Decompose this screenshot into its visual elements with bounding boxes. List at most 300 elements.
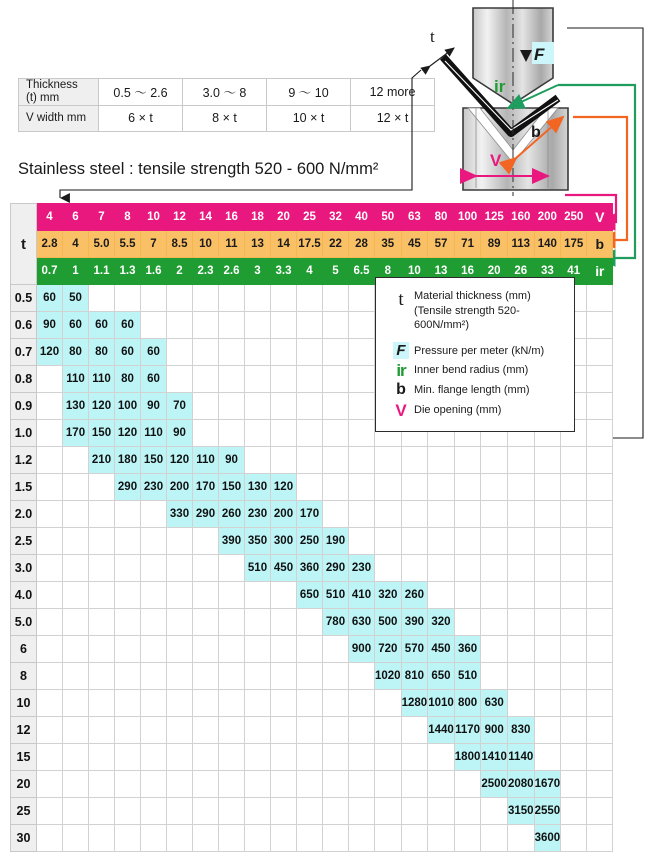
legend-item-F bbox=[388, 342, 564, 360]
cell-17-13 bbox=[375, 744, 402, 771]
legend-text-t-line2: (Tensile strength 520-600N/mm²) bbox=[414, 304, 520, 332]
cell-12-19 bbox=[534, 609, 561, 636]
cell-14-10 bbox=[297, 663, 323, 690]
header-b-17: 89 bbox=[481, 231, 508, 258]
v-width-reference-table bbox=[18, 78, 435, 132]
cell-11-11: 510 bbox=[323, 582, 349, 609]
F-symbol: F bbox=[393, 342, 408, 359]
cell-13-20 bbox=[561, 636, 587, 663]
cell-3-11 bbox=[323, 366, 349, 393]
row-label-15: 10 bbox=[11, 690, 37, 717]
cell-14-18 bbox=[507, 663, 534, 690]
cell-5-9 bbox=[271, 420, 297, 447]
cell-16-10 bbox=[297, 717, 323, 744]
cell-15-10 bbox=[297, 690, 323, 717]
cell-12-4 bbox=[141, 609, 167, 636]
cell-5-7 bbox=[219, 420, 245, 447]
cell-3-3: 80 bbox=[115, 366, 141, 393]
cell-16-11 bbox=[323, 717, 349, 744]
header-V-17: 125 bbox=[481, 204, 508, 231]
thickness-header-line2: (t) mm bbox=[26, 91, 60, 104]
cell-20-20 bbox=[561, 825, 587, 852]
header-b-8: 13 bbox=[245, 231, 271, 258]
cell-9-19 bbox=[534, 528, 561, 555]
row-label-19: 25 bbox=[11, 798, 37, 825]
cell-5-2: 150 bbox=[89, 420, 115, 447]
cell-9-11: 190 bbox=[323, 528, 349, 555]
header-V-7: 16 bbox=[219, 204, 245, 231]
table-row bbox=[11, 528, 613, 555]
cell-13-2 bbox=[89, 636, 115, 663]
cell-16-17: 900 bbox=[481, 717, 508, 744]
diagram-label-t: t bbox=[430, 27, 435, 46]
cell-0-7 bbox=[219, 285, 245, 312]
cell-17-19 bbox=[534, 744, 561, 771]
legend-text-t bbox=[414, 287, 564, 333]
legend-text-V: Die opening (mm) bbox=[414, 403, 502, 416]
header-V-11: 32 bbox=[323, 204, 349, 231]
header-b-11: 22 bbox=[323, 231, 349, 258]
cell-6-5: 120 bbox=[167, 447, 193, 474]
cell-5-5: 90 bbox=[167, 420, 193, 447]
vwidth-value-3: 12 × t bbox=[351, 105, 435, 131]
row-label-5: 1.0 bbox=[11, 420, 37, 447]
t-symbol: t bbox=[398, 289, 404, 310]
header-b-20: 175 bbox=[561, 231, 587, 258]
cell-17-10 bbox=[297, 744, 323, 771]
cell-10-3 bbox=[115, 555, 141, 582]
cell-0-3 bbox=[115, 285, 141, 312]
cell-20-0 bbox=[37, 825, 63, 852]
cell-18-5 bbox=[167, 771, 193, 798]
legend-spacer bbox=[388, 334, 564, 342]
cell-4-10 bbox=[297, 393, 323, 420]
cell-10-1 bbox=[63, 555, 89, 582]
table-row bbox=[19, 105, 435, 131]
cell-1-3: 60 bbox=[115, 312, 141, 339]
cell-15-7 bbox=[219, 690, 245, 717]
cell-15-4 bbox=[141, 690, 167, 717]
cell-2-11 bbox=[323, 339, 349, 366]
diagram-label-V: V bbox=[490, 151, 502, 170]
header-b-7: 11 bbox=[219, 231, 245, 258]
cell-17-16: 1800 bbox=[454, 744, 481, 771]
cell-5-10 bbox=[297, 420, 323, 447]
row-pad-9 bbox=[587, 528, 613, 555]
cell-17-8 bbox=[245, 744, 271, 771]
cell-12-13: 500 bbox=[375, 609, 402, 636]
cell-7-5: 200 bbox=[167, 474, 193, 501]
cell-8-5: 330 bbox=[167, 501, 193, 528]
symbol-cell-ir: ir bbox=[587, 258, 613, 285]
cell-16-16: 1170 bbox=[454, 717, 481, 744]
cell-10-7 bbox=[219, 555, 245, 582]
row-label-3: 0.8 bbox=[11, 366, 37, 393]
cell-8-4 bbox=[141, 501, 167, 528]
v-bending-diagram bbox=[408, 0, 650, 200]
cell-14-11 bbox=[323, 663, 349, 690]
matrix-header-row-V bbox=[11, 204, 613, 231]
cell-7-20 bbox=[561, 474, 587, 501]
header-V-0: 4 bbox=[37, 204, 63, 231]
header-ir-6: 2.3 bbox=[193, 258, 219, 285]
cell-10-14 bbox=[401, 555, 428, 582]
legend-item-t bbox=[388, 287, 564, 333]
cell-5-0 bbox=[37, 420, 63, 447]
cell-13-5 bbox=[167, 636, 193, 663]
header-V-14: 63 bbox=[401, 204, 428, 231]
cell-9-3 bbox=[115, 528, 141, 555]
cell-6-17 bbox=[481, 447, 508, 474]
cell-9-1 bbox=[63, 528, 89, 555]
cell-6-9 bbox=[271, 447, 297, 474]
cell-0-2 bbox=[89, 285, 115, 312]
row-pad-19 bbox=[587, 798, 613, 825]
row-pad-0 bbox=[587, 285, 613, 312]
header-b-6: 10 bbox=[193, 231, 219, 258]
cell-13-17 bbox=[481, 636, 508, 663]
cell-9-16 bbox=[454, 528, 481, 555]
cell-19-4 bbox=[141, 798, 167, 825]
cell-8-6: 290 bbox=[193, 501, 219, 528]
cell-15-8 bbox=[245, 690, 271, 717]
cell-16-12 bbox=[349, 717, 375, 744]
cell-16-19 bbox=[534, 717, 561, 744]
cell-16-5 bbox=[167, 717, 193, 744]
F-symbol-wrap bbox=[388, 342, 414, 360]
cell-18-7 bbox=[219, 771, 245, 798]
cell-18-11 bbox=[323, 771, 349, 798]
thickness-range-3: 12 more bbox=[351, 79, 435, 106]
row-label-13: 6 bbox=[11, 636, 37, 663]
cell-18-9 bbox=[271, 771, 297, 798]
cell-2-10 bbox=[297, 339, 323, 366]
cell-1-4 bbox=[141, 312, 167, 339]
cell-14-14: 810 bbox=[401, 663, 428, 690]
cell-16-3 bbox=[115, 717, 141, 744]
header-b-0: 2.8 bbox=[37, 231, 63, 258]
cell-8-19 bbox=[534, 501, 561, 528]
cell-8-3 bbox=[115, 501, 141, 528]
cell-19-20 bbox=[561, 798, 587, 825]
cell-12-6 bbox=[193, 609, 219, 636]
cell-9-18 bbox=[507, 528, 534, 555]
cell-20-12 bbox=[349, 825, 375, 852]
cell-17-0 bbox=[37, 744, 63, 771]
cell-18-3 bbox=[115, 771, 141, 798]
cell-14-6 bbox=[193, 663, 219, 690]
thickness-header-line1: Thickness bbox=[26, 79, 78, 91]
row-label-4: 0.9 bbox=[11, 393, 37, 420]
cell-8-16 bbox=[454, 501, 481, 528]
cell-12-9 bbox=[271, 609, 297, 636]
cell-3-2: 110 bbox=[89, 366, 115, 393]
cell-6-16 bbox=[454, 447, 481, 474]
cell-17-20 bbox=[561, 744, 587, 771]
cell-10-13 bbox=[375, 555, 402, 582]
cell-6-14 bbox=[401, 447, 428, 474]
cell-15-9 bbox=[271, 690, 297, 717]
cell-0-6 bbox=[193, 285, 219, 312]
cell-7-17 bbox=[481, 474, 508, 501]
cell-15-6 bbox=[193, 690, 219, 717]
header-b-1: 4 bbox=[63, 231, 89, 258]
cell-11-16 bbox=[454, 582, 481, 609]
cell-13-19 bbox=[534, 636, 561, 663]
cell-15-0 bbox=[37, 690, 63, 717]
vwidth-value-1: 8 × t bbox=[183, 105, 267, 131]
legend-text-ir: Inner bend radius (mm) bbox=[414, 363, 529, 376]
cell-13-3 bbox=[115, 636, 141, 663]
table-row bbox=[11, 717, 613, 744]
cell-10-8: 510 bbox=[245, 555, 271, 582]
cell-11-8 bbox=[245, 582, 271, 609]
cell-7-16 bbox=[454, 474, 481, 501]
cell-6-7: 90 bbox=[219, 447, 245, 474]
b-symbol: b bbox=[396, 381, 406, 399]
cell-6-0 bbox=[37, 447, 63, 474]
cell-11-19 bbox=[534, 582, 561, 609]
cell-3-9 bbox=[271, 366, 297, 393]
cell-4-6 bbox=[193, 393, 219, 420]
header-ir-12: 6.5 bbox=[349, 258, 375, 285]
legend-item-V bbox=[388, 401, 564, 421]
header-b-14: 45 bbox=[401, 231, 428, 258]
cell-7-12 bbox=[349, 474, 375, 501]
cell-10-15 bbox=[428, 555, 455, 582]
row-pad-6 bbox=[587, 447, 613, 474]
cell-19-11 bbox=[323, 798, 349, 825]
row-pad-10 bbox=[587, 555, 613, 582]
cell-17-14 bbox=[401, 744, 428, 771]
cell-12-7 bbox=[219, 609, 245, 636]
cell-7-19 bbox=[534, 474, 561, 501]
cell-11-20 bbox=[561, 582, 587, 609]
cell-18-14 bbox=[401, 771, 428, 798]
cell-6-19 bbox=[534, 447, 561, 474]
cell-17-15 bbox=[428, 744, 455, 771]
cell-16-0 bbox=[37, 717, 63, 744]
cell-20-4 bbox=[141, 825, 167, 852]
cell-8-2 bbox=[89, 501, 115, 528]
cell-18-1 bbox=[63, 771, 89, 798]
cell-15-15: 1010 bbox=[428, 690, 455, 717]
ir-symbol: ir bbox=[396, 360, 406, 380]
cell-10-5 bbox=[167, 555, 193, 582]
cell-15-13 bbox=[375, 690, 402, 717]
row-label-10: 3.0 bbox=[11, 555, 37, 582]
cell-13-15: 450 bbox=[428, 636, 455, 663]
row-label-8: 2.0 bbox=[11, 501, 37, 528]
cell-18-2 bbox=[89, 771, 115, 798]
symbol-cell-V: V bbox=[587, 204, 613, 231]
header-ir-4: 1.6 bbox=[141, 258, 167, 285]
cell-10-10: 360 bbox=[297, 555, 323, 582]
cell-18-12 bbox=[349, 771, 375, 798]
cell-11-12: 410 bbox=[349, 582, 375, 609]
header-V-16: 100 bbox=[454, 204, 481, 231]
cell-10-12: 230 bbox=[349, 555, 375, 582]
cell-11-5 bbox=[167, 582, 193, 609]
cell-11-13: 320 bbox=[375, 582, 402, 609]
cell-1-11 bbox=[323, 312, 349, 339]
cell-3-0 bbox=[37, 366, 63, 393]
cell-0-9 bbox=[271, 285, 297, 312]
cell-6-11 bbox=[323, 447, 349, 474]
cell-7-9: 120 bbox=[271, 474, 297, 501]
cell-7-10 bbox=[297, 474, 323, 501]
cell-15-2 bbox=[89, 690, 115, 717]
header-b-4: 7 bbox=[141, 231, 167, 258]
row-pad-18 bbox=[587, 771, 613, 798]
cell-8-18 bbox=[507, 501, 534, 528]
row-pad-13 bbox=[587, 636, 613, 663]
cell-8-10: 170 bbox=[297, 501, 323, 528]
cell-0-10 bbox=[297, 285, 323, 312]
cell-9-10: 250 bbox=[297, 528, 323, 555]
cell-19-15 bbox=[428, 798, 455, 825]
cell-16-8 bbox=[245, 717, 271, 744]
cell-20-13 bbox=[375, 825, 402, 852]
header-ir-14: 10 bbox=[401, 258, 428, 285]
cell-16-18: 830 bbox=[507, 717, 534, 744]
cell-0-0: 60 bbox=[37, 285, 63, 312]
cell-14-3 bbox=[115, 663, 141, 690]
cell-9-15 bbox=[428, 528, 455, 555]
header-ir-8: 3 bbox=[245, 258, 271, 285]
cell-1-7 bbox=[219, 312, 245, 339]
header-ir-0: 0.7 bbox=[37, 258, 63, 285]
cell-7-6: 170 bbox=[193, 474, 219, 501]
cell-20-7 bbox=[219, 825, 245, 852]
header-V-20: 250 bbox=[561, 204, 587, 231]
cell-18-8 bbox=[245, 771, 271, 798]
cell-5-8 bbox=[245, 420, 271, 447]
cell-12-3 bbox=[115, 609, 141, 636]
cell-1-8 bbox=[245, 312, 271, 339]
cell-14-19 bbox=[534, 663, 561, 690]
cell-9-2 bbox=[89, 528, 115, 555]
legend-text-F: Pressure per meter (kN/m) bbox=[414, 344, 545, 357]
cell-14-1 bbox=[63, 663, 89, 690]
cell-9-20 bbox=[561, 528, 587, 555]
cell-17-5 bbox=[167, 744, 193, 771]
cell-10-11: 290 bbox=[323, 555, 349, 582]
thickness-range-1: 3.0 ～ 8 bbox=[183, 79, 267, 106]
row-label-11: 4.0 bbox=[11, 582, 37, 609]
cell-17-12 bbox=[349, 744, 375, 771]
cell-6-15 bbox=[428, 447, 455, 474]
legend-text-b: Min. flange length (mm) bbox=[414, 384, 530, 397]
cell-2-12 bbox=[349, 339, 375, 366]
cell-6-20 bbox=[561, 447, 587, 474]
thickness-header-cell bbox=[19, 79, 99, 106]
cell-9-13 bbox=[375, 528, 402, 555]
cell-5-6 bbox=[193, 420, 219, 447]
cell-0-8 bbox=[245, 285, 271, 312]
cell-16-6 bbox=[193, 717, 219, 744]
row-label-7: 1.5 bbox=[11, 474, 37, 501]
cell-15-17: 630 bbox=[481, 690, 508, 717]
cell-14-20 bbox=[561, 663, 587, 690]
row-label-17: 15 bbox=[11, 744, 37, 771]
cell-19-8 bbox=[245, 798, 271, 825]
cell-6-8 bbox=[245, 447, 271, 474]
cell-16-7 bbox=[219, 717, 245, 744]
cell-18-0 bbox=[37, 771, 63, 798]
vwidth-value-2: 10 × t bbox=[267, 105, 351, 131]
cell-13-8 bbox=[245, 636, 271, 663]
cell-19-19: 2550 bbox=[534, 798, 561, 825]
cell-9-17 bbox=[481, 528, 508, 555]
cell-2-5 bbox=[167, 339, 193, 366]
cell-16-2 bbox=[89, 717, 115, 744]
header-b-15: 57 bbox=[428, 231, 455, 258]
cell-4-1: 130 bbox=[63, 393, 89, 420]
cell-11-3 bbox=[115, 582, 141, 609]
table-row bbox=[11, 609, 613, 636]
cell-8-20 bbox=[561, 501, 587, 528]
cell-7-0 bbox=[37, 474, 63, 501]
cell-13-10 bbox=[297, 636, 323, 663]
header-b-18: 113 bbox=[507, 231, 534, 258]
cell-19-13 bbox=[375, 798, 402, 825]
cell-5-4: 110 bbox=[141, 420, 167, 447]
cell-6-13 bbox=[375, 447, 402, 474]
row-label-1: 0.6 bbox=[11, 312, 37, 339]
cell-18-16 bbox=[454, 771, 481, 798]
cell-19-18: 3150 bbox=[507, 798, 534, 825]
cell-13-0 bbox=[37, 636, 63, 663]
cell-2-9 bbox=[271, 339, 297, 366]
cell-19-0 bbox=[37, 798, 63, 825]
legend-item-ir bbox=[388, 361, 564, 381]
header-V-3: 8 bbox=[115, 204, 141, 231]
cell-16-15: 1440 bbox=[428, 717, 455, 744]
cell-19-16 bbox=[454, 798, 481, 825]
cell-4-9 bbox=[271, 393, 297, 420]
cell-16-1 bbox=[63, 717, 89, 744]
cell-9-12 bbox=[349, 528, 375, 555]
header-V-6: 14 bbox=[193, 204, 219, 231]
cell-7-18 bbox=[507, 474, 534, 501]
cell-18-10 bbox=[297, 771, 323, 798]
cell-20-2 bbox=[89, 825, 115, 852]
cell-17-3 bbox=[115, 744, 141, 771]
cell-12-16 bbox=[454, 609, 481, 636]
cell-20-19: 3600 bbox=[534, 825, 561, 852]
header-V-1: 6 bbox=[63, 204, 89, 231]
header-V-12: 40 bbox=[349, 204, 375, 231]
cell-20-16 bbox=[454, 825, 481, 852]
row-pad-20 bbox=[587, 825, 613, 852]
header-ir-9: 3.3 bbox=[271, 258, 297, 285]
diagram-label-ir: ir bbox=[494, 77, 506, 96]
cell-3-10 bbox=[297, 366, 323, 393]
cell-20-8 bbox=[245, 825, 271, 852]
matrix-header-row-b bbox=[11, 231, 613, 258]
header-V-5: 12 bbox=[167, 204, 193, 231]
cell-14-9 bbox=[271, 663, 297, 690]
cell-20-15 bbox=[428, 825, 455, 852]
header-b-2: 5.0 bbox=[89, 231, 115, 258]
cell-6-2: 210 bbox=[89, 447, 115, 474]
cell-14-17 bbox=[481, 663, 508, 690]
cell-5-12 bbox=[349, 420, 375, 447]
header-ir-3: 1.3 bbox=[115, 258, 141, 285]
header-V-8: 18 bbox=[245, 204, 271, 231]
cell-2-6 bbox=[193, 339, 219, 366]
